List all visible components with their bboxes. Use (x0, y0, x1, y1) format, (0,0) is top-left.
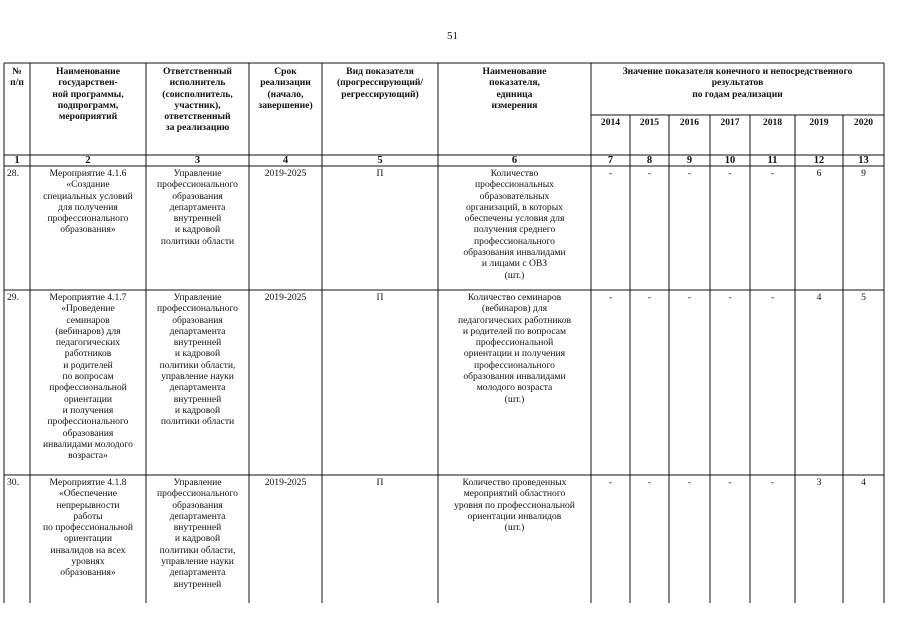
value-cell: - (647, 168, 652, 179)
page-number: 51 (447, 30, 458, 42)
indicator-type-cell: П (376, 477, 384, 488)
header-year: 2020 (853, 117, 874, 128)
indicator-name-cell: Количество профессиональных образовательных организаций, в которых обеспечены условия для получения среднего профессионального образования инвалидами и лицами с ОВЗ (шт.) (463, 168, 566, 281)
value-cell: 4 (861, 477, 866, 488)
column-number: 12 (813, 155, 825, 166)
value-cell: - (770, 477, 775, 488)
program-cell: Мероприятие 4.1.7 «Проведение семинаров (вебинаров) для педагогических работников и родителей по вопросам профессиональной ориентации и получения профессионального образования инвалидами молодого возраста» (43, 292, 133, 462)
column-number: 13 (858, 155, 869, 166)
column-number: 8 (646, 155, 653, 166)
indicator-type-cell: П (376, 168, 384, 179)
value-cell: - (687, 168, 692, 179)
indicator-type-cell: П (376, 292, 384, 303)
value-cell: 5 (861, 292, 866, 303)
value-cell: 6 (816, 168, 822, 179)
header-program: Наименование государствен- ной программы, подпрограмм, мероприятий (52, 66, 124, 123)
header-year: 2019 (809, 117, 829, 128)
header-indicator-name: Наименование показателя, единица измерения (482, 66, 547, 111)
period-cell: 2019-2025 (264, 292, 307, 303)
column-number: 4 (282, 155, 289, 166)
value-cell: - (687, 477, 692, 488)
column-number: 5 (377, 155, 383, 166)
value-cell: - (728, 168, 732, 179)
header-year: 2014 (600, 117, 621, 128)
header-year: 2015 (639, 117, 660, 128)
value-cell: - (608, 477, 613, 488)
column-number: 1 (14, 155, 20, 166)
header-number: № п/п (10, 66, 24, 89)
value-cell: - (770, 292, 775, 303)
column-number: 2 (85, 155, 91, 166)
responsible-cell: Управление профессионального образования департамента внутренней и кадровой политики области (157, 168, 238, 247)
value-cell: - (728, 477, 732, 488)
column-number: 7 (607, 155, 614, 166)
program-cell: Мероприятие 4.1.8 «Обеспечение непрерывности работы по профессиональной ориентации инвалидов на всех уровнях образования» (43, 477, 133, 579)
indicator-name-cell: Количество семинаров (вебинаров) для педагогических работников и родителей по вопросам профессиональной ориентации и получения профессионального образования инвалидами молодого возраста (шт.) (457, 292, 572, 405)
column-number: 6 (511, 155, 518, 166)
value-cell: - (770, 168, 775, 179)
column-number: 10 (724, 155, 736, 166)
period-cell: 2019-2025 (264, 168, 307, 179)
header-values-group: Значение показателя конечного и непосредственного результатов по годам реализации (622, 66, 853, 100)
header-year: 2017 (720, 117, 740, 128)
row-number: 29. (7, 292, 19, 303)
header-indicator-type: Вид показателя (прогрессирующий/ регрессирующий) (336, 66, 424, 100)
value-cell: - (608, 292, 613, 303)
header-period: Срок реализации (начало, завершение) (258, 66, 313, 111)
indicator-name-cell: Количество проведенных мероприятий областного уровня по профессиональной ориентации инвалидов (шт.) (454, 477, 575, 534)
value-cell: - (687, 292, 692, 303)
value-cell: 4 (816, 292, 822, 303)
value-cell: - (728, 292, 732, 303)
column-number: 11 (767, 155, 778, 166)
value-cell: - (647, 292, 652, 303)
value-cell: - (608, 168, 613, 179)
header-responsible: Ответственный исполнитель (соисполнитель, участник), ответственный за реализацию (162, 66, 233, 134)
header-year: 2016 (679, 117, 700, 128)
column-number: 9 (686, 155, 693, 166)
row-number: 28. (7, 168, 19, 179)
value-cell: 3 (816, 477, 822, 488)
responsible-cell: Управление профессионального образования департамента внутренней и кадровой политики области, управление науки департамента внутренней (157, 477, 238, 590)
responsible-cell: Управление профессионального образования департамента внутренней и кадровой политики области, управление науки департамента внутренней и кадровой политики области (157, 292, 238, 428)
program-cell: Мероприятие 4.1.6 «Создание специальных условий для получения профессионального образования» (43, 168, 133, 236)
row-number: 30. (7, 477, 19, 488)
value-cell: - (647, 477, 652, 488)
period-cell: 2019-2025 (264, 477, 307, 488)
value-cell: 9 (861, 168, 866, 179)
column-number: 3 (194, 155, 201, 166)
header-year: 2018 (762, 117, 783, 128)
